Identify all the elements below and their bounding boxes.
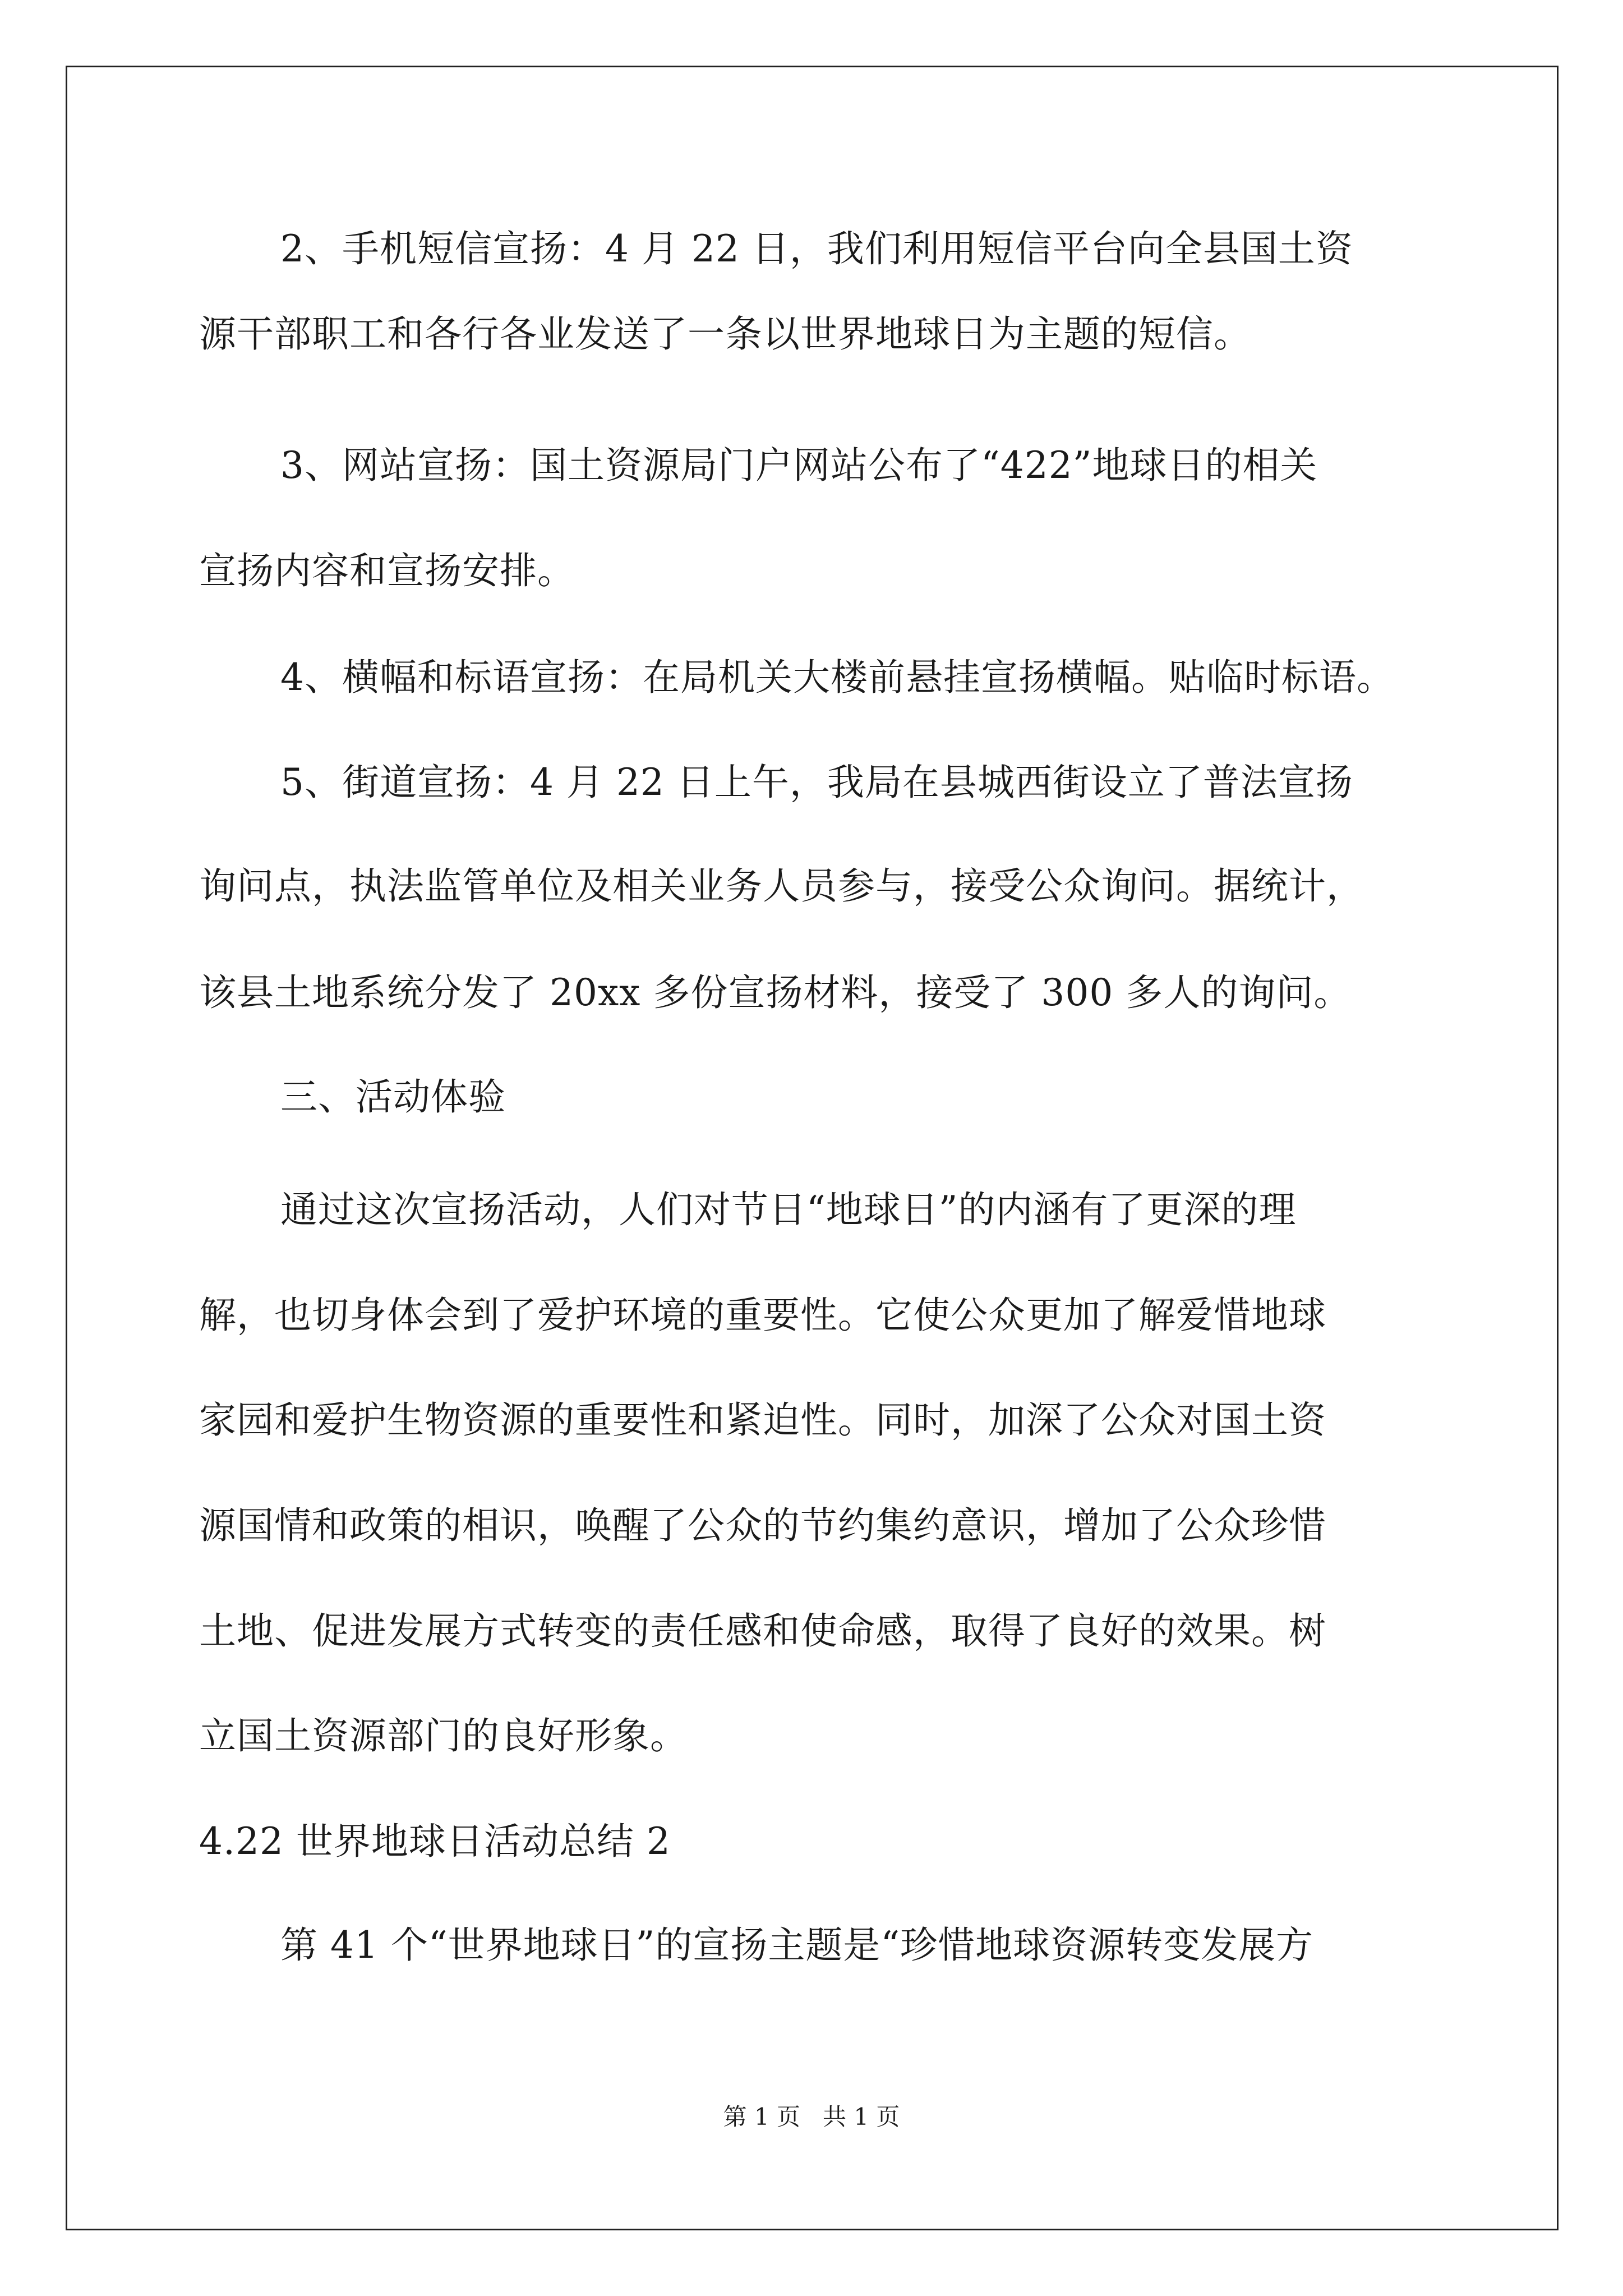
paragraph-line: 通过这次宣扬活动，人们对节日“地球日”的内涵有了更深的理 [280, 1188, 1297, 1231]
paragraph-line: 家园和爱护生物资源的重要性和紧迫性。同时，加深了公众对国土资 [199, 1398, 1326, 1442]
paragraph-line: 源干部职工和各行各业发送了一条以世界地球日为主题的短信。 [199, 312, 1251, 356]
paragraph-line: 5、街道宣扬：4 月 22 日上午，我局在县城西街设立了普法宣扬 [280, 761, 1353, 804]
paragraph-line: 4、横幅和标语宣扬：在局机关大楼前悬挂宣扬横幅。贴临时标语。 [280, 656, 1394, 699]
paragraph-line: 源国情和政策的相识，唤醒了公众的节约集约意识，增加了公众珍惜 [199, 1504, 1326, 1547]
paragraph-line: 立国土资源部门的良好形象。 [199, 1714, 688, 1757]
page-number: 第 1 页 [723, 2103, 800, 2131]
section-heading: 三、活动体验 [280, 1075, 506, 1119]
paragraph-line: 3、网站宣扬：国土资源局门户网站公布了“422”地球日的相关 [280, 444, 1318, 487]
paragraph-line: 该县土地系统分发了 20xx 多份宣扬材料，接受了 300 多人的询问。 [199, 971, 1352, 1014]
paragraph-line: 宣扬内容和宣扬安排。 [199, 549, 575, 592]
paragraph-line: 2、手机短信宣扬：4 月 22 日，我们利用短信平台向全县国土资 [280, 227, 1353, 270]
document-subtitle: 4.22 世界地球日活动总结 2 [199, 1820, 671, 1863]
paragraph-line: 解，也切身体会到了爱护环境的重要性。它使公众更加了解爱惜地球 [199, 1294, 1326, 1337]
page-total: 共 1 页 [823, 2103, 900, 2131]
page-border [66, 66, 1559, 2230]
page-footer [0, 2102, 1623, 2132]
paragraph-line: 第 41 个“世界地球日”的宣扬主题是“珍惜地球资源转变发展方 [280, 1924, 1314, 1967]
paragraph-line: 询问点，执法监管单位及相关业务人员参与，接受公众询问。据统计， [199, 864, 1364, 908]
paragraph-line: 土地、促进发展方式转变的责任感和使命感，取得了良好的效果。树 [199, 1609, 1326, 1653]
